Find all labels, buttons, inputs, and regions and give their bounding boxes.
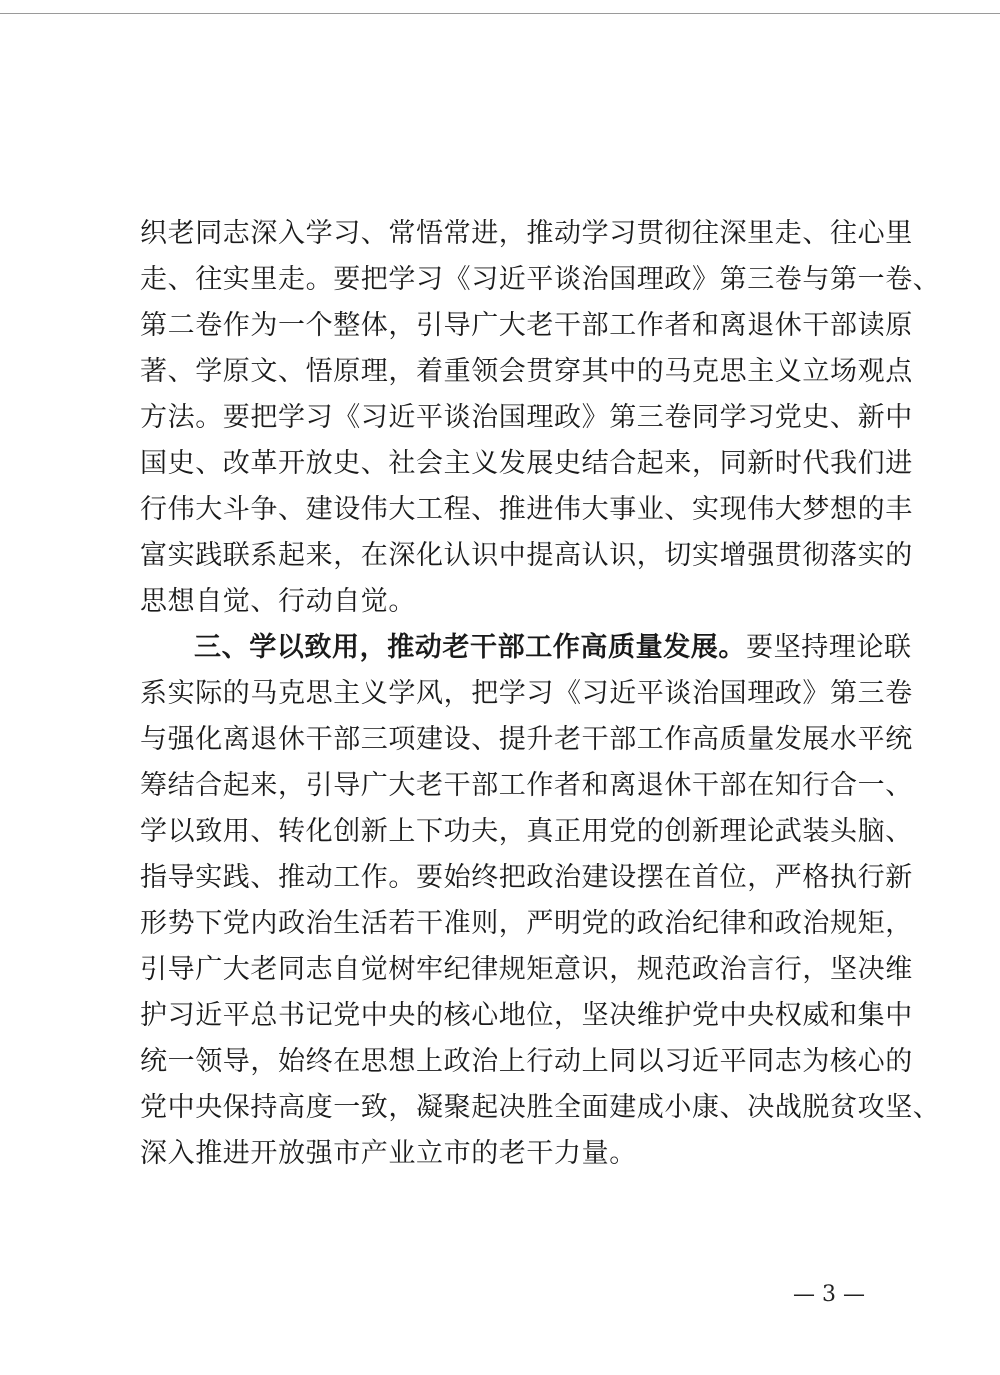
text-line: 统一领导，始终在思想上政治上行动上同以习近平同志为核心的 [140,1046,913,1077]
text-line: 织老同志深入学习、常悟常进，推动学习贯彻往深里走、往心里 [140,218,913,249]
text-line: 方法。要把学习《习近平谈治国理政》第三卷同学习党史、新中 [140,402,913,433]
text-line: 走、往实里走。要把学习《习近平谈治国理政》第三卷与第一卷、 [140,264,941,295]
text-line: 富实践联系起来，在深化认识中提高认识，切实增强贯彻落实的 [140,540,913,571]
text-line: 国史、改革开放史、社会主义发展史结合起来，同新时代我们进 [140,448,913,479]
section-3-first-line-rest: 要坚持理论联 [746,632,912,663]
text-line: 第二卷作为一个整体，引导广大老干部工作者和离退休干部读原 [140,310,913,341]
text-line: 思想自觉、行动自觉。 [140,586,416,617]
text-line: 党中央保持高度一致，凝聚起决胜全面建成小康、决战脱贫攻坚、 [140,1092,941,1123]
text-line: 指导实践、推动工作。要始终把政治建设摆在首位，严格执行新 [140,862,913,893]
text-line: 引导广大老同志自觉树牢纪律规矩意识，规范政治言行，坚决维 [140,954,913,985]
text-line: 护习近平总书记党中央的核心地位，坚决维护党中央权威和集中 [140,1000,913,1031]
text-line: 与强化离退休干部三项建设、提升老干部工作高质量发展水平统 [140,724,913,755]
text-line: 学以致用、转化创新上下功夫，真正用党的创新理论武装头脑、 [140,816,913,847]
page-number: — 3 — [793,1282,865,1307]
text-line: 形势下党内政治生活若干准则，严明党的政治纪律和政治规矩， [140,908,913,939]
section-3-first-line [140,625,912,671]
section-3 [140,625,941,1177]
top-rule [0,13,1000,14]
section-3-heading: 三、学以致用，推动老干部工作高质量发展。 [194,632,746,663]
text-line: 深入推进开放强市产业立市的老干力量。 [140,1138,637,1169]
text-line: 行伟大斗争、建设伟大工程、推进伟大事业、实现伟大梦想的丰 [140,494,913,525]
document-body [140,211,941,1177]
paragraph-1 [140,211,941,625]
text-line: 筹结合起来，引导广大老干部工作者和离退休干部在知行合一、 [140,770,913,801]
text-line: 著、学原文、悟原理，着重领会贯穿其中的马克思主义立场观点 [140,356,913,387]
text-line: 系实际的马克思主义学风，把学习《习近平谈治国理政》第三卷 [140,678,913,709]
